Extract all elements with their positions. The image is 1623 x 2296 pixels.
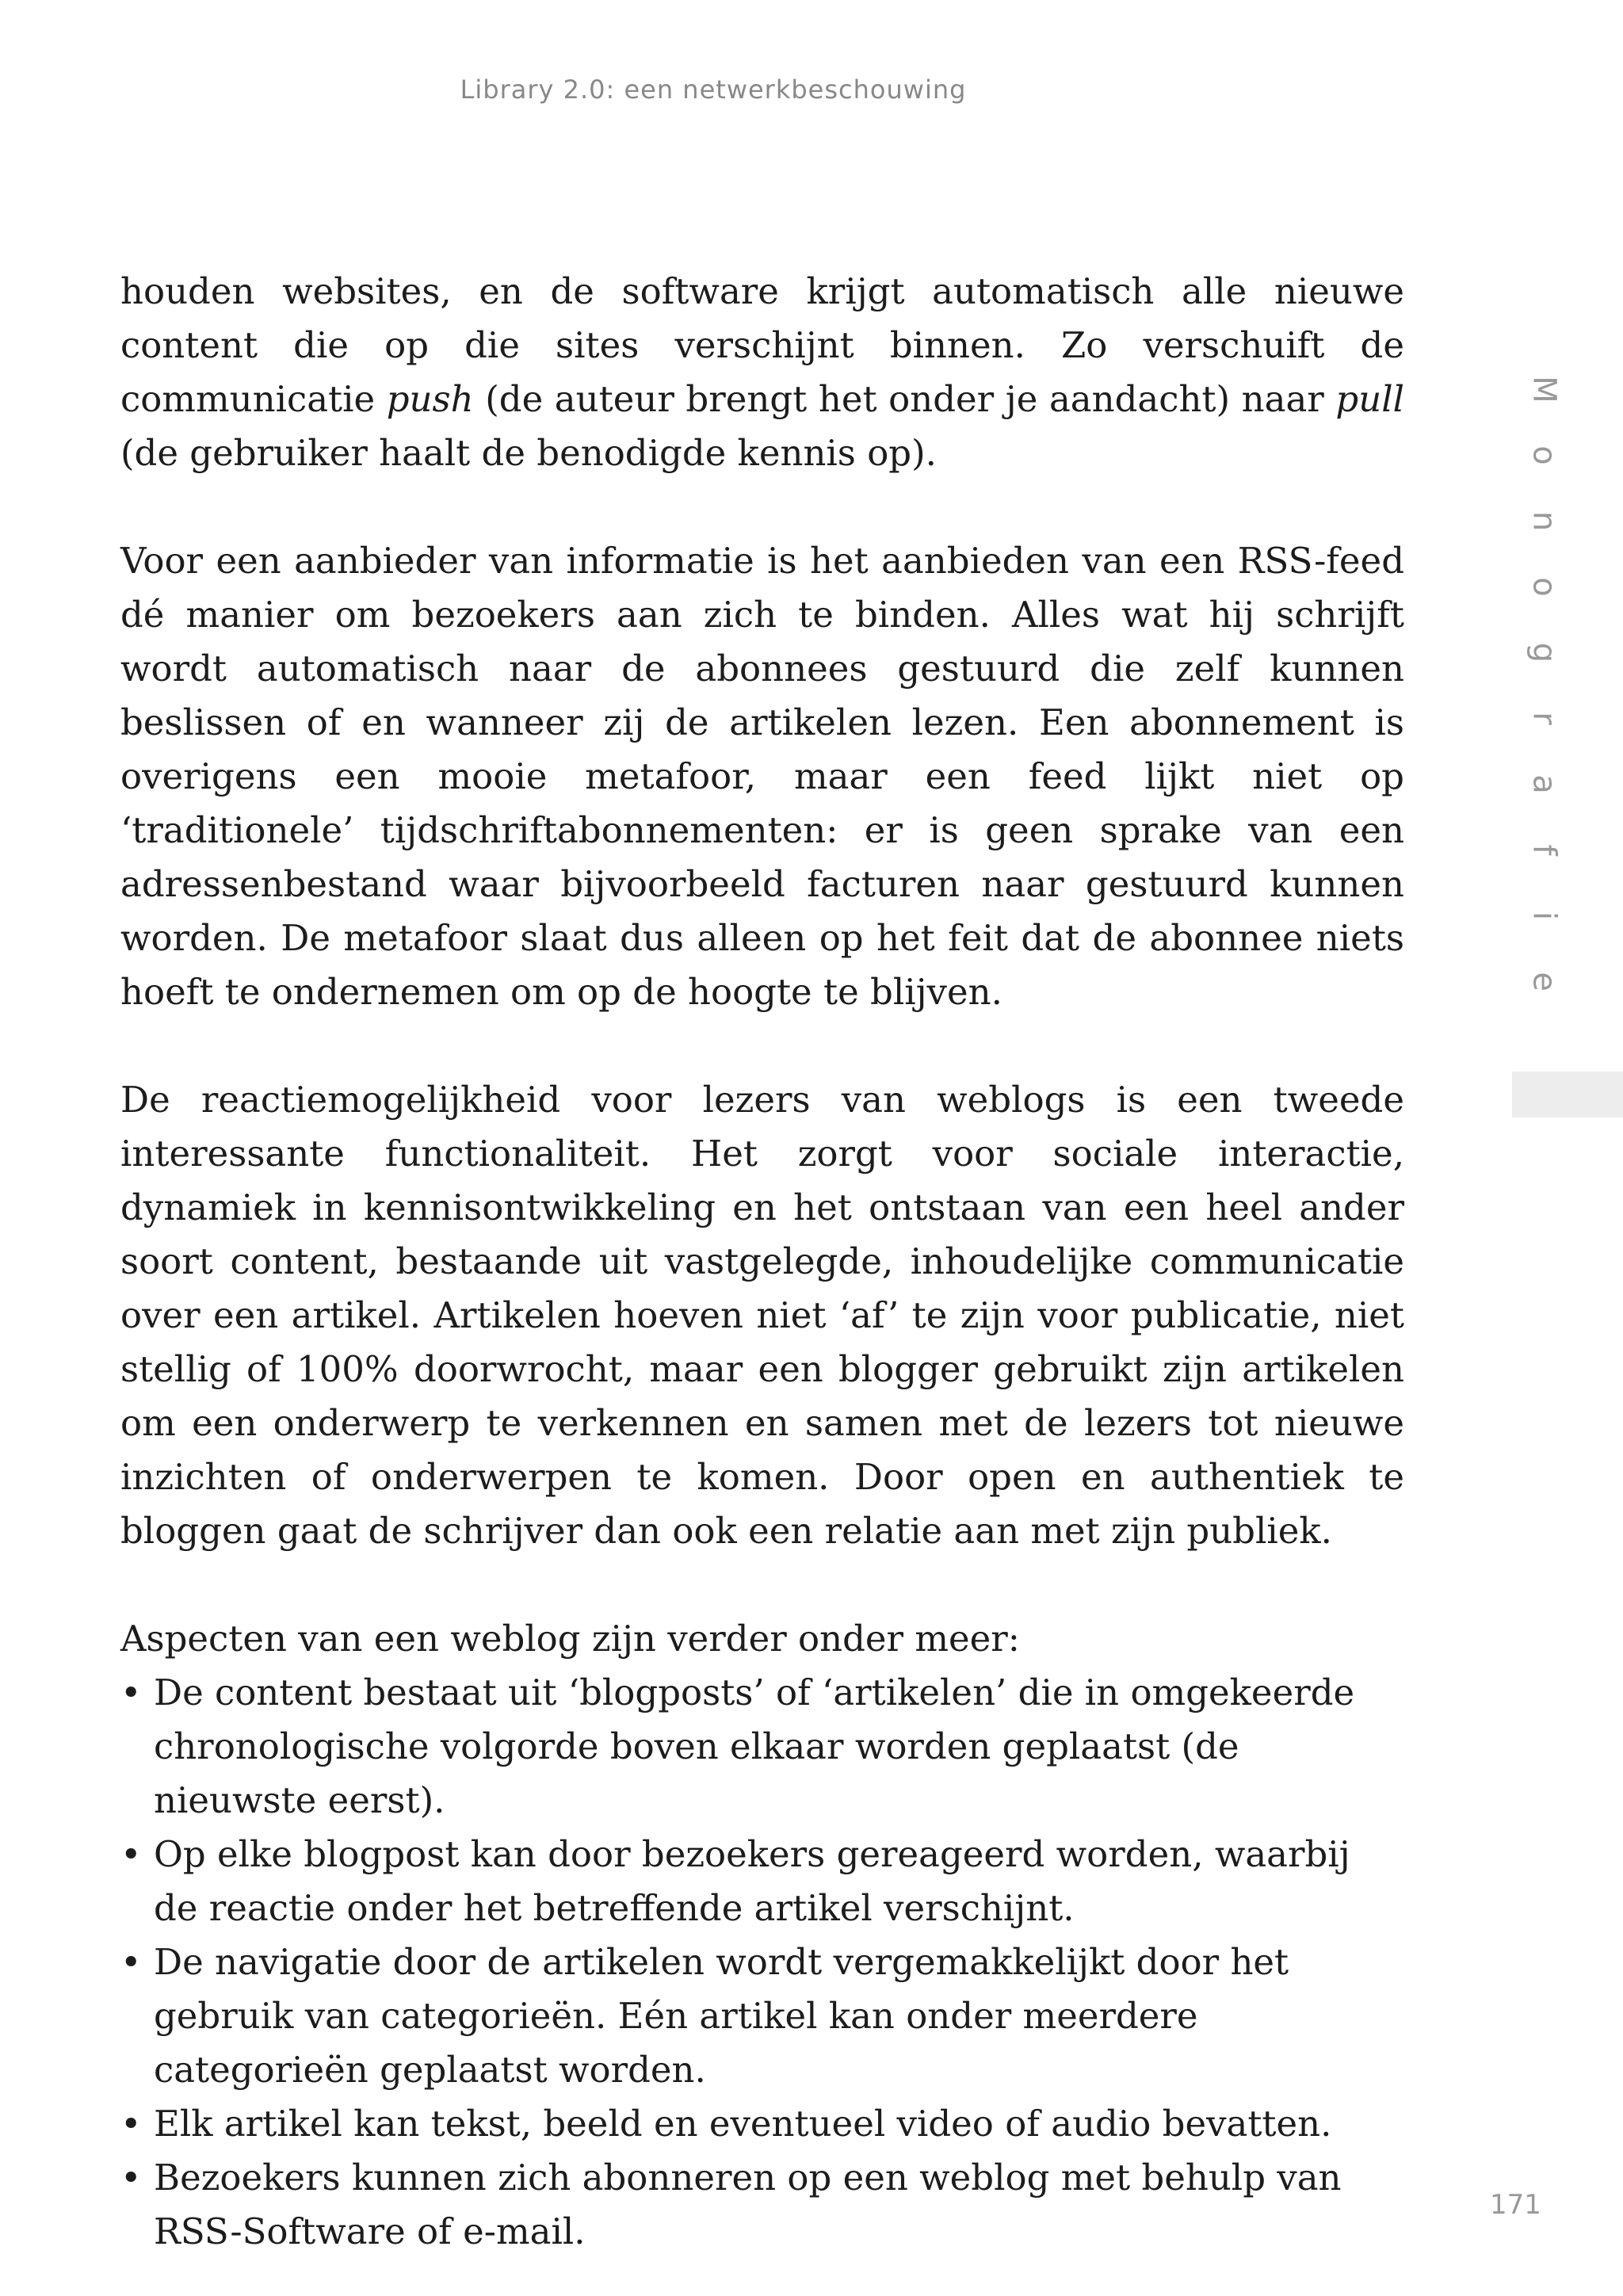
page-number: 171 [1490,2189,1541,2221]
section-thumb-tab [1512,1072,1623,1117]
list-item [120,1828,1404,1935]
list-item [120,1935,1404,2097]
term-pull: pull [1335,378,1404,420]
section-side-label [1506,357,1563,1014]
list-item-text: Elk artikel kan tekst, beeld en eventueel video of audio bevatten. [154,2103,1332,2145]
side-label-letter: g [1526,642,1563,663]
paragraph-2: Voor een aanbieder van informatie is het aanbieden van een RSS-feed dé manier om bezoekers aan zich te binden. Alles wat hij schrijft wordt automatisch naar de abonnees gestuurd die zelf kunnen beslissen of en wanneer zij de artikelen lezen. Een abonnement is overigens een mooie metafoor, maar een feed lijkt niet op ‘traditionele’ tijdschriftabonnementen: er is geen sprake van een adressenbestand waar bijvoorbeeld facturen naar gestuurd kunnen worden. De metafoor slaat dus alleen op het feit dat de abonnee niets hoeft te ondernemen om op de hoogte te blijven. [120,540,1404,1013]
paragraph-1-part-a: houden websites, en de software krijgt automatisch alle nieuwe content die op die sites verschijnt binnen. Zo verschuift de communicatie [120,270,1404,420]
side-label-letter: M [1526,376,1563,403]
bullet-symbol: • [120,1833,142,1875]
bullet-symbol: • [120,2157,142,2199]
body-text [120,265,1404,2259]
side-label-letter: r [1526,712,1563,725]
list-item-text: Bezoekers kunnen zich abonneren op een weblog met behulp van RSS-Software of e-mail. [154,2157,1342,2252]
side-label-letter: i [1526,911,1563,921]
bullet-symbol: • [120,1671,142,1713]
paragraph-1 [120,265,1404,480]
list-item [120,2151,1404,2259]
side-label-letter: f [1526,844,1563,856]
paragraph-1-part-c: (de auteur brengt het onder je aandacht) naar [473,378,1336,420]
bullet-symbol: • [120,2103,142,2145]
side-label-letter: a [1526,774,1563,794]
list-item-text: De navigatie door de artikelen wordt vergemakkelijkt door het gebruik van categorieën. Eén artikel kan onder meerdere categorieën geplaatst worden. [154,1941,1289,2091]
side-label-letter: e [1526,972,1563,991]
list-item [120,2097,1404,2151]
side-label-letter: n [1526,510,1563,532]
aspects-list [120,1666,1404,2259]
list-item-text: De content bestaat uit ‘blogposts’ of ‘artikelen’ die in omgekeerde chronologische volgorde boven elkaar worden geplaatst (de nieuwste eerst). [154,1671,1355,1821]
side-label-letter: o [1526,577,1563,597]
paragraph-1-part-e: (de gebruiker haalt de benodigde kennis op). [120,432,937,474]
term-push: push [386,378,474,420]
side-label-letter: o [1526,445,1563,465]
list-item [120,1666,1404,1828]
list-item-text: Op elke blogpost kan door bezoekers gereageerd worden, waarbij de reactie onder het betreffende artikel verschijnt. [154,1833,1350,1929]
paragraph-3: De reactiemogelijkheid voor lezers van weblogs is een tweede interessante functionaliteit. Het zorgt voor sociale interactie, dynamiek in kennisontwikkeling en het ontstaan van een heel ander soort content, bestaande uit vastgelegde, inhoudelijke communicatie over een artikel. Artikelen hoeven niet ‘af’ te zijn voor publicatie, niet stellig of 100% doorwrocht, maar een blogger gebruikt zijn artikelen om een onderwerp te verkennen en samen met de lezers tot nieuwe inzichten of onderwerpen te komen. Door open en authentiek te bloggen gaat de schrijver dan ook een relatie aan met zijn publiek. [120,1079,1404,1552]
running-header: Library 2.0: een netwerkbeschouwing [460,74,967,105]
bullet-symbol: • [120,1941,142,1983]
list-intro: Aspecten van een weblog zijn verder onder meer: [120,1618,1020,1660]
